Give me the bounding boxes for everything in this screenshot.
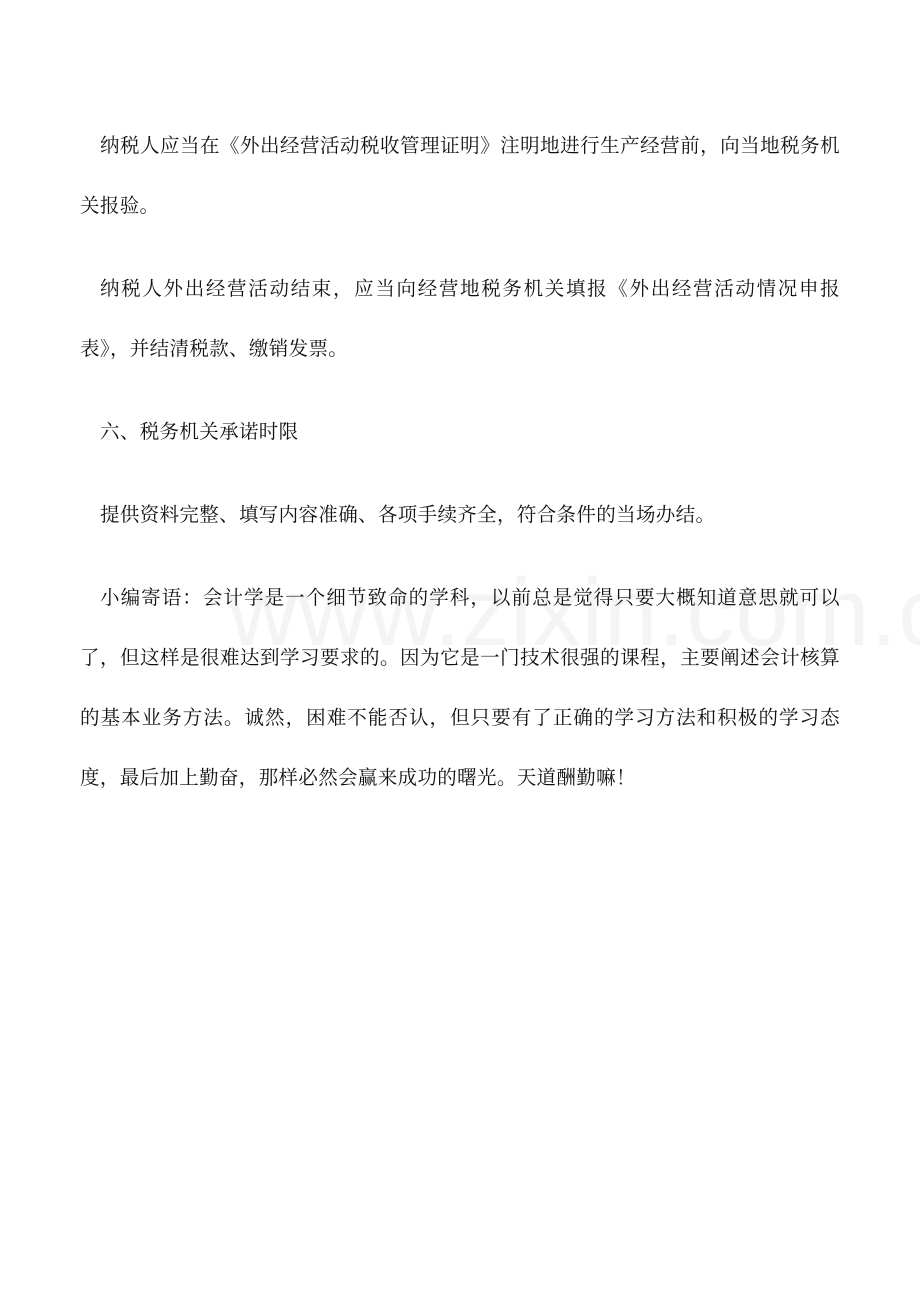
document-body [80,116,840,831]
paragraph-activity-completion: 纳税人外出经营活动结束，应当向经营地税务机关填报《外出经营活动情况申报表》，并结清税款、缴销发票。 [80,277,840,360]
paragraph-editor-note: 小编寄语：会计学是一个细节致命的学科，以前总是觉得只要大概知道意思就可以了，但这样是很难达到学习要求的。因为它是一门技术很强的课程，主要阐述会计核算的基本业务方法。诚然，困难不能否认，但只要有了正确的学习方法和积极的学习态度，最后加上勤奋，那样必然会赢来成功的曙光。天道酬勤嘛！ [80,586,840,789]
section-heading-time-limit: 六、税务机关承诺时限 [100,420,299,443]
paragraph-same-day-processing: 提供资料完整、填写内容准确、各项手续齐全，符合条件的当场办结。 [100,503,716,526]
paragraph-report-inspection: 纳税人应当在《外出经营活动税收管理证明》注明地进行生产经营前，向当地税务机关报验。 [80,134,840,217]
